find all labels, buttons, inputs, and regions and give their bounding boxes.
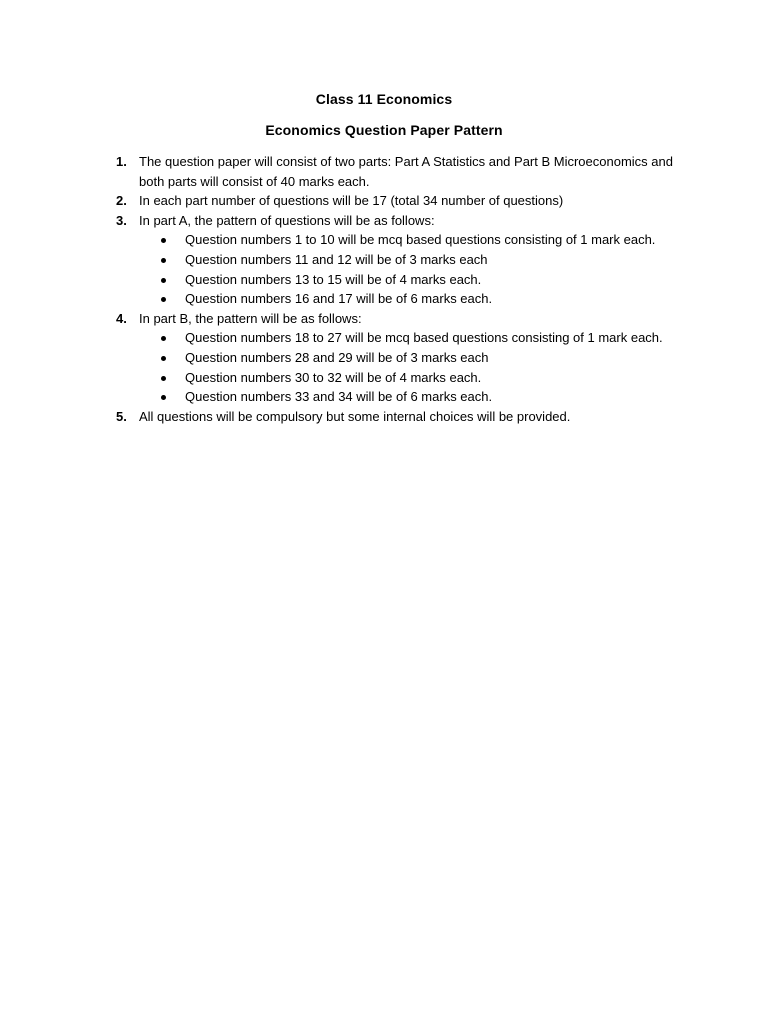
bullet-icon bbox=[161, 356, 166, 361]
bullet-icon bbox=[161, 395, 166, 400]
bullet-item bbox=[185, 289, 674, 309]
list-item-5 bbox=[114, 407, 674, 427]
list-item-1 bbox=[114, 152, 674, 191]
bullet-item-text: Question numbers 1 to 10 will be mcq based questions consisting of 1 mark each. bbox=[185, 232, 656, 248]
numbered-list bbox=[114, 152, 674, 426]
bullet-item-text: Question numbers 30 to 32 will be of 4 marks each. bbox=[185, 369, 482, 385]
list-item-number: 2. bbox=[116, 193, 127, 209]
bullet-item bbox=[185, 328, 674, 348]
bullet-icon bbox=[161, 258, 166, 263]
list-item-text: All questions will be compulsory but some internal choices will be provided. bbox=[139, 408, 571, 424]
bullet-item bbox=[185, 230, 674, 250]
bullet-item bbox=[185, 368, 674, 388]
list-item-number: 3. bbox=[116, 212, 127, 228]
list-item-number: 4. bbox=[116, 310, 127, 326]
bullet-item-text: Question numbers 28 and 29 will be of 3 marks each bbox=[185, 349, 489, 365]
bullet-item bbox=[185, 387, 674, 407]
bullet-item bbox=[185, 270, 674, 290]
bullet-icon bbox=[161, 336, 166, 341]
document-title: Class 11 Economics bbox=[315, 91, 453, 107]
bullet-item-text: Question numbers 33 and 34 will be of 6 marks each. bbox=[185, 389, 493, 405]
bullet-list-part-a bbox=[139, 230, 674, 308]
list-item-number: 1. bbox=[116, 154, 127, 169]
bullet-item-text: Question numbers 13 to 15 will be of 4 marks each. bbox=[185, 271, 482, 287]
bullet-icon bbox=[161, 376, 166, 381]
bullet-icon bbox=[161, 297, 166, 302]
document-subtitle: Economics Question Paper Pattern bbox=[265, 122, 503, 138]
list-item-text: The question paper will consist of two parts: Part A Statistics and Part B Microeconomics and both parts will consist of 40 marks each. bbox=[139, 154, 673, 189]
list-item-text: In each part number of questions will be 17 (total 34 number of questions) bbox=[139, 193, 564, 209]
bullet-icon bbox=[161, 238, 166, 243]
list-item-text: In part A, the pattern of questions will be as follows: bbox=[139, 212, 435, 228]
list-item-3 bbox=[114, 211, 674, 309]
bullet-item-text: Question numbers 16 and 17 will be of 6 marks each. bbox=[185, 291, 493, 307]
bullet-list-part-b bbox=[139, 328, 674, 406]
list-item-text: In part B, the pattern will be as follows: bbox=[139, 310, 362, 326]
list-item-4 bbox=[114, 309, 674, 407]
bullet-item bbox=[185, 250, 674, 270]
bullet-icon bbox=[161, 278, 166, 283]
bullet-item-text: Question numbers 11 and 12 will be of 3 marks each bbox=[185, 251, 488, 267]
bullet-item-text: Question numbers 18 to 27 will be mcq based questions consisting of 1 mark each. bbox=[185, 330, 663, 346]
bullet-item bbox=[185, 348, 674, 368]
list-item-2 bbox=[114, 191, 674, 211]
list-item-number: 5. bbox=[116, 408, 127, 424]
